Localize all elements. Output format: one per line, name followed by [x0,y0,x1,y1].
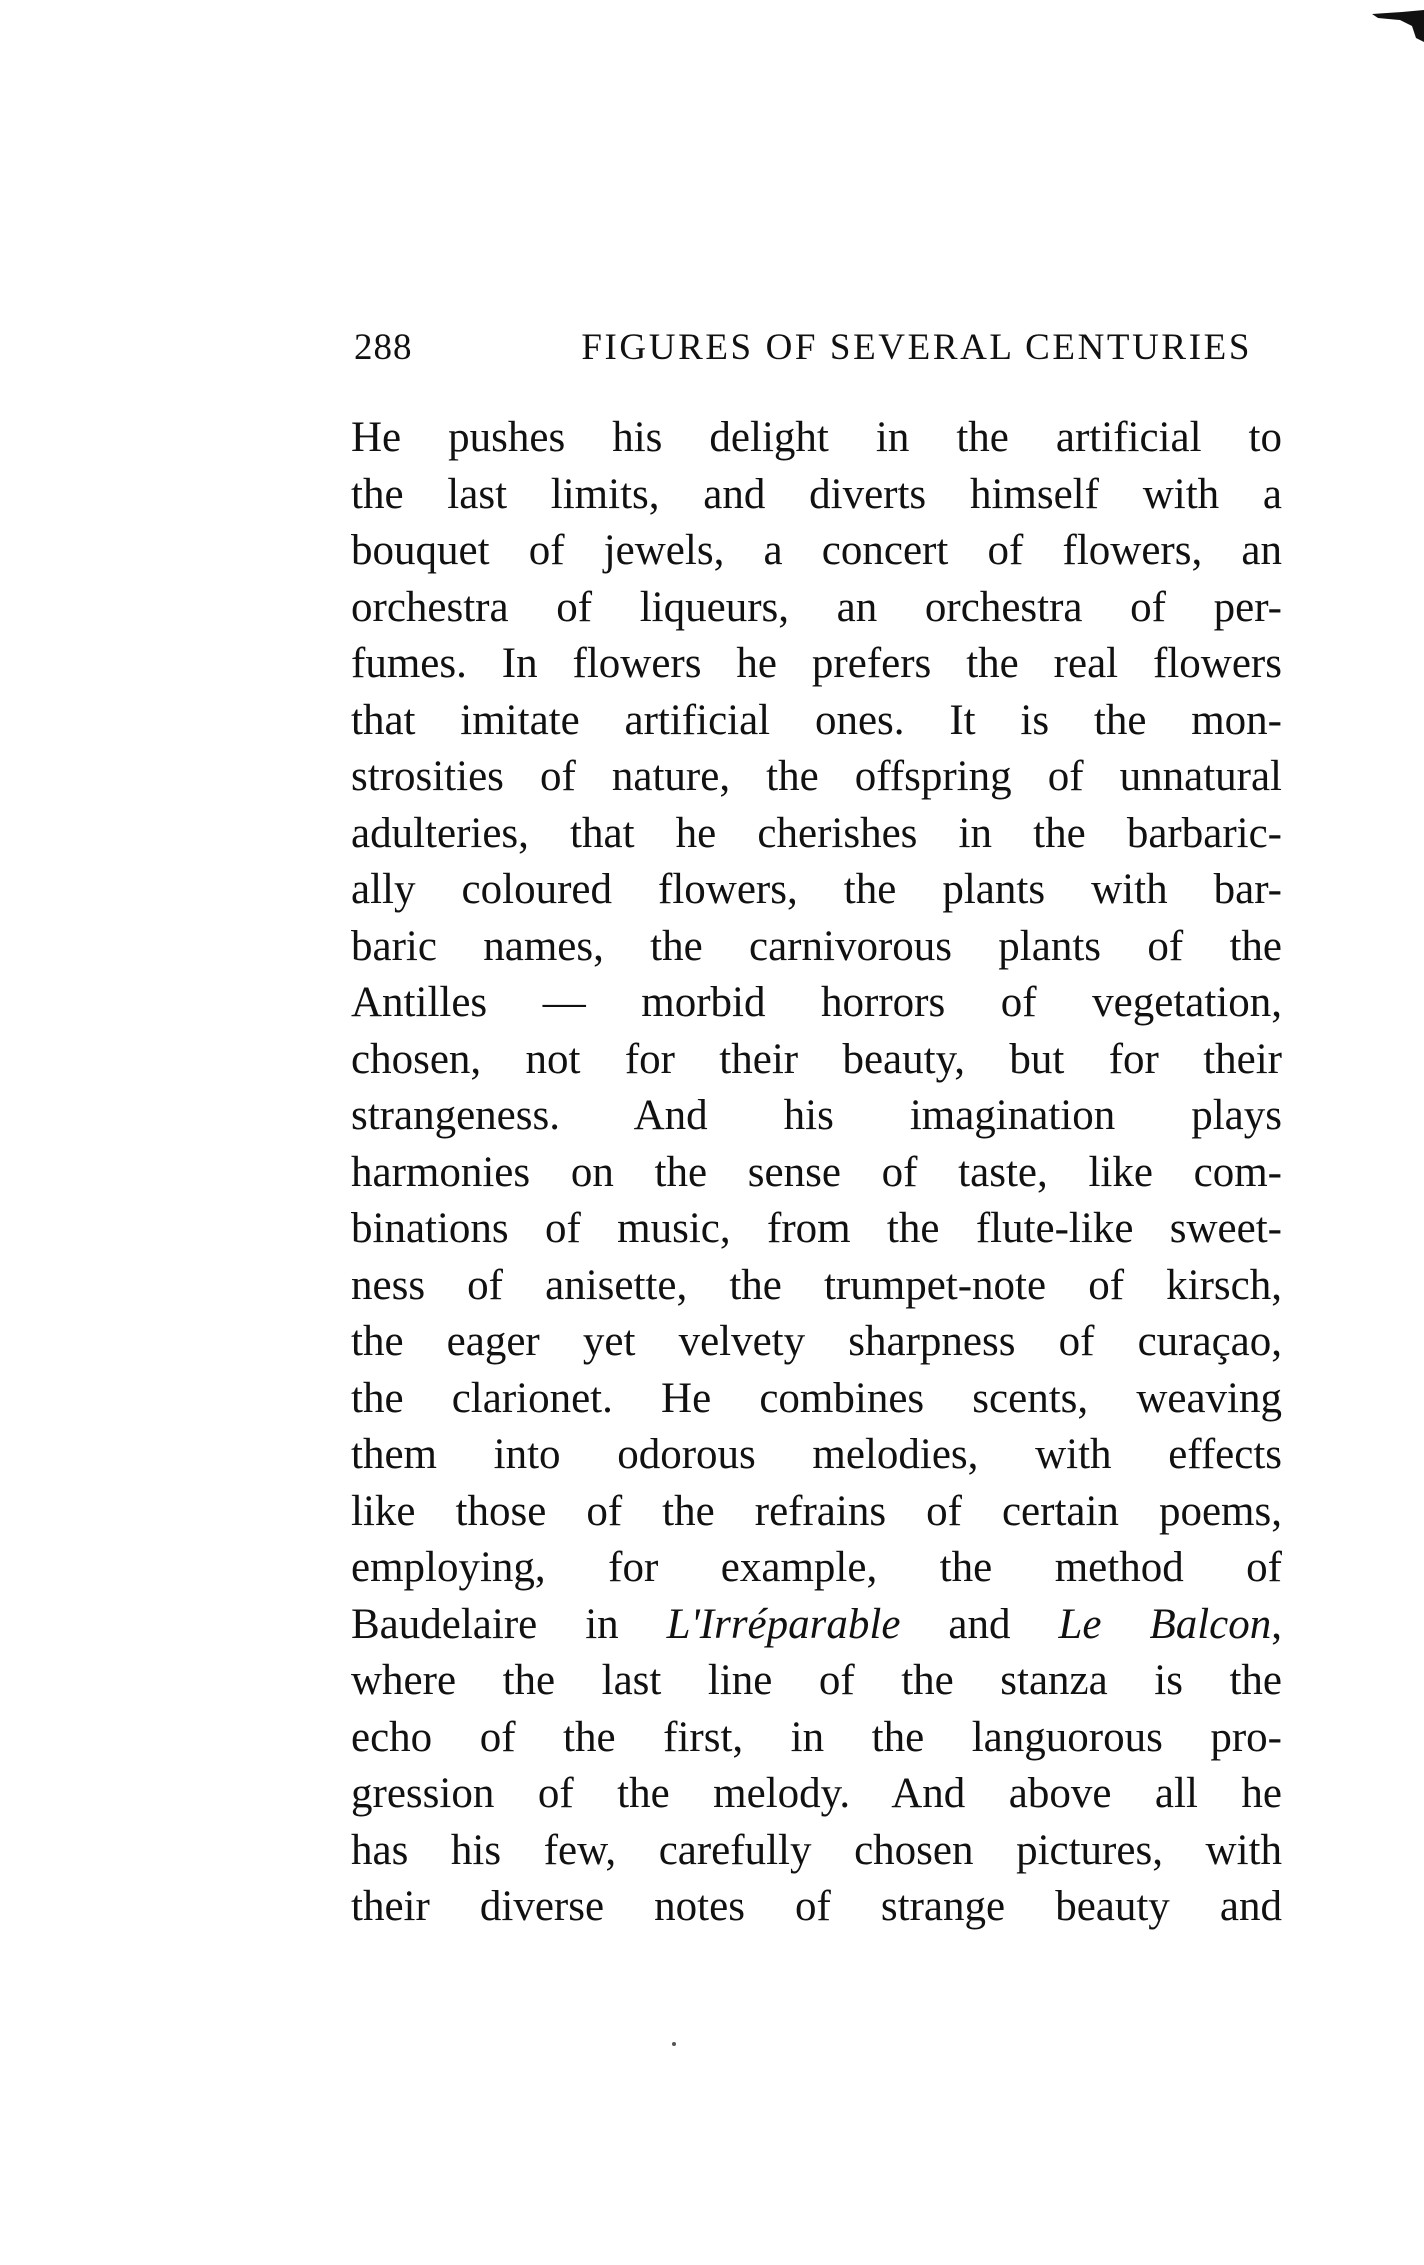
text-fragment: Baudelaire in [351,1600,667,1648]
text-line: He pushes his delight in the artificial to [351,414,1282,461]
text-line: them into odorous melodies, with effects [351,1431,1282,1478]
running-title: FIGURES OF SEVERAL CENTURIES [581,327,1252,368]
text-line: Antilles — morbid horrors of vegetation, [351,979,1282,1026]
text-line: where the last line of the stanza is the [351,1657,1282,1704]
text-line: ness of anisette, the trumpet-note of kirsch, [351,1261,1282,1309]
text-line: orchestra of liqueurs, an orchestra of per- [351,583,1282,631]
text-line: strangeness. And his imagination plays [351,1092,1282,1139]
text-line: echo of the first, in the languorous pro- [351,1713,1282,1761]
poem-title: L'Irréparable [666,1600,901,1648]
scan-speck [672,2042,676,2046]
text-line: their diverse notes of strange beauty and [351,1883,1282,1930]
text-line: employing, for example, the method of [351,1544,1282,1591]
text-line: ally coloured flowers, the plants with bar- [351,866,1282,913]
page-number: 288 [354,327,413,368]
text-fragment: , [1271,1600,1282,1648]
text-line: like those of the refrains of certain poems, [351,1487,1282,1535]
scan-smudge-mark [1372,8,1424,42]
text-line: the clarionet. He combines scents, weaving [351,1374,1282,1422]
text-line: baric names, the carnivorous plants of the [351,922,1282,970]
text-line: strosities of nature, the offspring of unnatural [351,753,1282,800]
text-line: the eager yet velvety sharpness of curaçao, [351,1318,1282,1365]
text-fragment: and [900,1600,1059,1648]
text-line: chosen, not for their beauty, but for their [351,1035,1282,1083]
text-line: has his few, carefully chosen pictures, with [351,1826,1282,1874]
text-line: bouquet of jewels, a concert of flowers, an [351,527,1282,574]
text-line: gression of the melody. And above all he [351,1770,1282,1817]
text-line: adulteries, that he cherishes in the barbaric- [351,809,1282,857]
running-header [354,326,1252,372]
text-line-with-titles [351,1597,1282,1654]
text-line: that imitate artificial ones. It is the mon- [351,696,1282,744]
text-line: the last limits, and diverts himself with a [351,470,1282,518]
poem-title: Le Balcon [1058,1600,1272,1648]
text-line: harmonies on the sense of taste, like com- [351,1148,1282,1196]
text-line: binations of music, from the flute-like sweet- [351,1205,1282,1252]
text-line: fumes. In flowers he prefers the real flowers [351,640,1282,687]
body-text [351,410,1282,1936]
